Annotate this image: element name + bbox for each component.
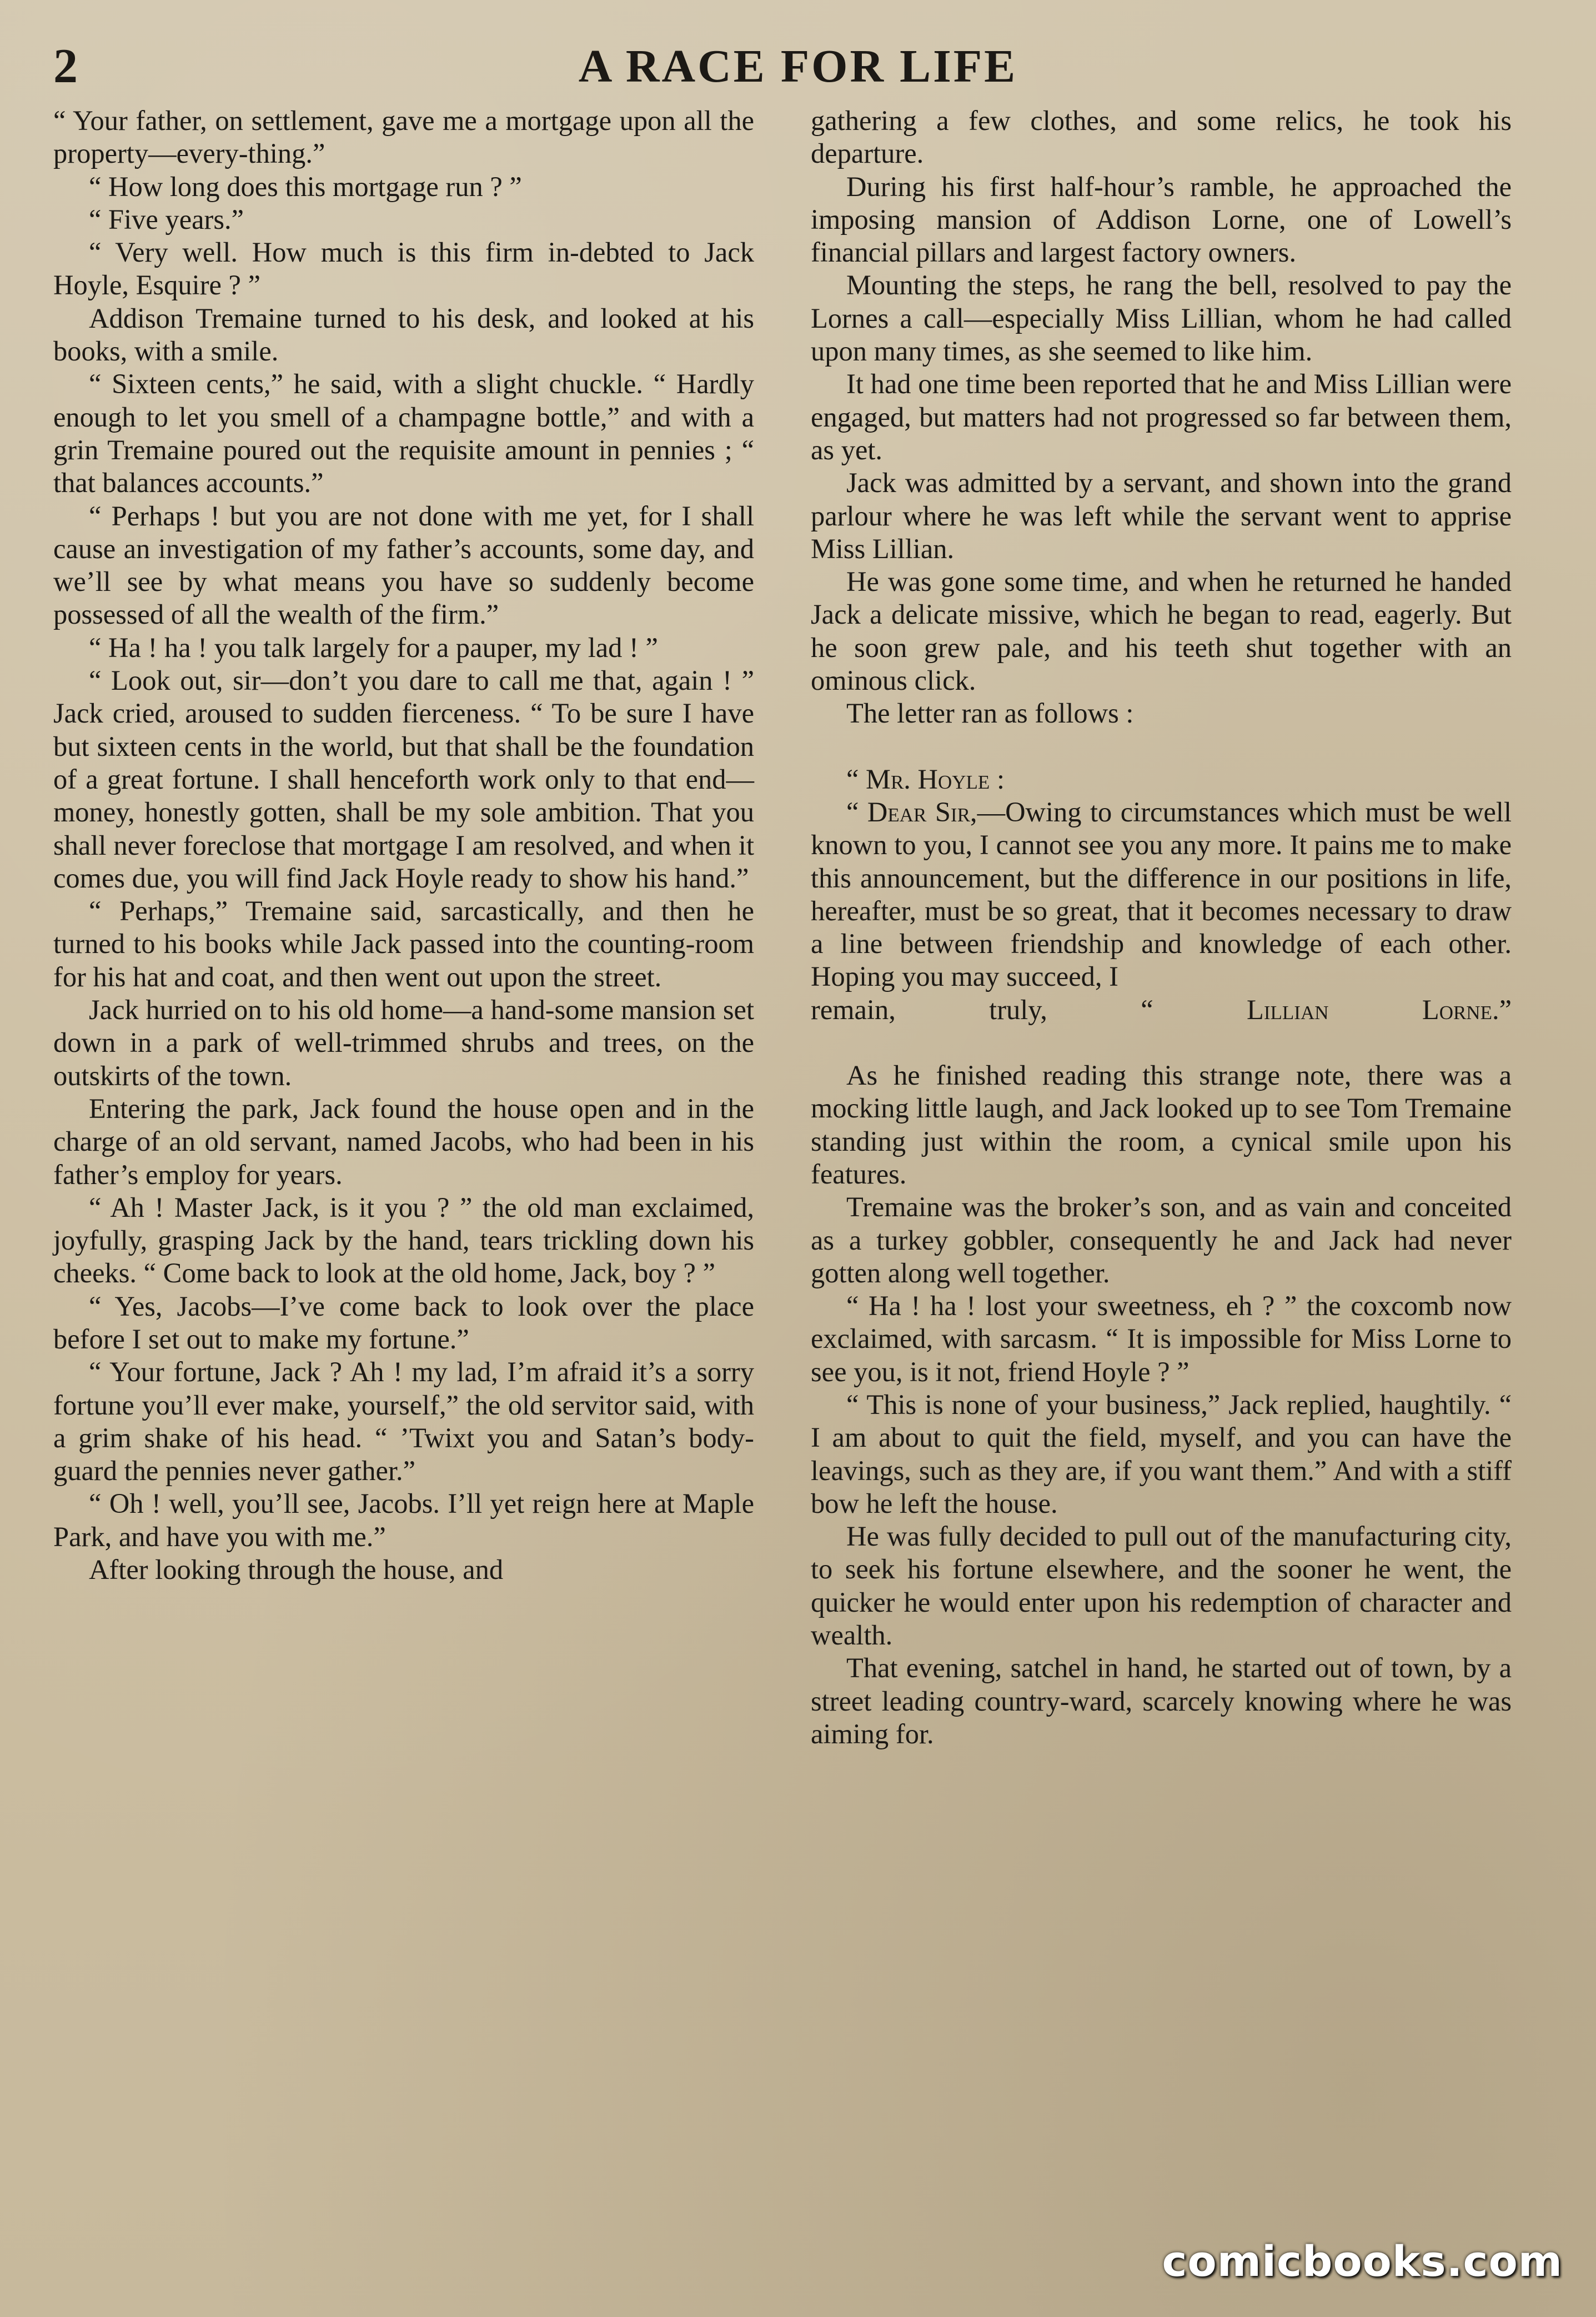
paragraph: That evening, satchel in hand, he started out of town, by a street leading country-ward, scarcely knowing where he was aiming for. <box>811 1652 1512 1749</box>
left-column <box>53 104 754 1586</box>
letter-signoff <box>811 994 1512 1026</box>
paragraph: He was gone some time, and when he returned he handed Jack a delicate missive, which he began to read, eagerly. But he soon grew pale, and his teeth shut together with an ominous click. <box>811 566 1512 696</box>
letter-body-text: —Owing to circumstances which must be well known to you, I cannot see you any more. It pains me to make this announcement, but the difference in our positions in life, hereafter, must be so great, that it becomes necessary to draw a line between friendship and knowledge of each other. Hoping you may succeed, I <box>811 796 1512 992</box>
paragraph: gathering a few clothes, and some relics, he took his departure. <box>811 105 1512 169</box>
paragraph: “ Look out, sir—don’t you dare to call me that, again ! ” Jack cried, aroused to sudden fierceness. “ To be sure I have but sixteen cents in the world, but that shall be the foundation of a great fortune. I shall henceforth work only to that end—money, honestly gotten, shall be my sole ambition. That you shall never foreclose that mortgage I am resolved, and when it comes due, you will find Jack Hoyle ready to show his hand.” <box>53 665 754 894</box>
paragraph: Jack hurried on to his old home—a hand-some mansion set down in a park of well-trimmed shrubs and trees, on the outskirts of the town. <box>53 994 754 1091</box>
paragraph: “ Five years.” <box>89 203 244 235</box>
letter-body <box>811 796 1512 994</box>
paragraph: “ Sixteen cents,” he said, with a slight chuckle. “ Hardly enough to let you smell of a champagne bottle,” and with a grin Tremaine poured out the requisite amount in pennies ; “ that balances accounts.” <box>53 368 754 499</box>
paragraph: Jack was admitted by a servant, and shown into the grand parlour where he was left while the servant went to apprise Miss Lillian. <box>811 467 1512 564</box>
letter-signature: “ Lillian Lorne.” <box>1141 994 1512 1025</box>
paragraph: Mounting the steps, he rang the bell, resolved to pay the Lornes a call—especially Miss Lillian, whom he had called upon many times, as she seemed to like him. <box>811 269 1512 367</box>
paragraph: “ Ah ! Master Jack, is it you ? ” the old man exclaimed, joyfully, grasping Jack by the hand, tears trickling down his cheeks. “ Come back to look at the old home, Jack, boy ? ” <box>53 1191 754 1289</box>
paragraph: The letter ran as follows : <box>846 698 1134 729</box>
paragraph: Tremaine was the broker’s son, and as vain and conceited as a turkey gobbler, consequently he and Jack had never gotten along well together. <box>811 1191 1512 1288</box>
letter-addressee: “ Mr. Hoyle : <box>846 763 1005 795</box>
paragraph: It had one time been reported that he and Miss Lillian were engaged, but matters had not progressed so far between them, as yet. <box>811 368 1512 465</box>
letter-dear-sir: “ Dear Sir, <box>846 796 977 827</box>
paragraph: “ Oh ! well, you’ll see, Jacobs. I’ll yet reign here at Maple Park, and have you with me.” <box>53 1488 754 1552</box>
paragraph: “ Yes, Jacobs—I’ve come back to look over the place before I set out to make my fortune.” <box>53 1290 754 1355</box>
paragraph: After looking through the house, and <box>89 1554 504 1586</box>
right-column <box>811 104 1512 1751</box>
running-title: A RACE FOR LIFE <box>578 41 1018 92</box>
paragraph: During his first half-hour’s ramble, he approached the imposing mansion of Addison Lorne, one of Lowell’s financial pillars and largest factory owners. <box>811 170 1512 268</box>
paragraph: Entering the park, Jack found the house open and in the charge of an old servant, named Jacobs, who had been in his father’s employ for years. <box>53 1092 754 1190</box>
page-header <box>53 33 1543 100</box>
paragraph: “ Very well. How much is this firm in-debted to Jack Hoyle, Esquire ? ” <box>53 237 754 301</box>
paragraph: “ Perhaps,” Tremaine said, sarcastically, and then he turned to his books while Jack passed into the counting-room for his hat and coat, and then went out upon the street. <box>53 895 754 992</box>
paragraph: He was fully decided to pull out of the manufacturing city, to seek his fortune elsewhere, and the sooner he went, the quicker he would enter upon his redemption of character and wealth. <box>811 1521 1512 1651</box>
paragraph: “ Perhaps ! but you are not done with me yet, for I shall cause an investigation of my father’s accounts, some day, and we’ll see by what means you have so suddenly become possessed of all the wealth of the firm.” <box>53 500 754 630</box>
letter-salutation <box>811 763 1512 796</box>
page-number: 2 <box>53 39 78 93</box>
watermark: comicbooks.com <box>1162 2236 1563 2286</box>
paragraph: “ This is none of your business,” Jack replied, haughtily. “ I am about to quit the field, myself, and you can have the leavings, such as they are, if you want them.” And with a stiff bow he left the house. <box>811 1388 1512 1519</box>
paragraph: “ Ha ! ha ! lost your sweetness, eh ? ” the coxcomb now exclaimed, with sarcasm. “ It is impossible for Miss Lorne to see you, is it not, friend Hoyle ? ” <box>811 1290 1512 1387</box>
paragraph: “ Ha ! ha ! you talk largely for a pauper, my lad ! ” <box>89 631 658 663</box>
paragraph: Addison Tremaine turned to his desk, and looked at his books, with a smile. <box>53 302 754 367</box>
paragraph: As he finished reading this strange note, there was a mocking little laugh, and Jack looked up to see Tom Tremaine standing just within the room, a cynical smile upon his features. <box>811 1060 1512 1190</box>
letter-closing: remain, truly, <box>811 994 1047 1025</box>
paragraph: “ Your fortune, Jack ? Ah ! my lad, I’m afraid it’s a sorry fortune you’ll ever make, yourself,” the old servitor said, with a grim shake of his head. “ ’Twixt you and Satan’s body-guard the pennies never gather.” <box>53 1356 754 1487</box>
paragraph: “ Your father, on settlement, gave me a mortgage upon all the property—every-thing.” <box>53 105 754 169</box>
paragraph: “ How long does this mortgage run ? ” <box>89 170 522 202</box>
